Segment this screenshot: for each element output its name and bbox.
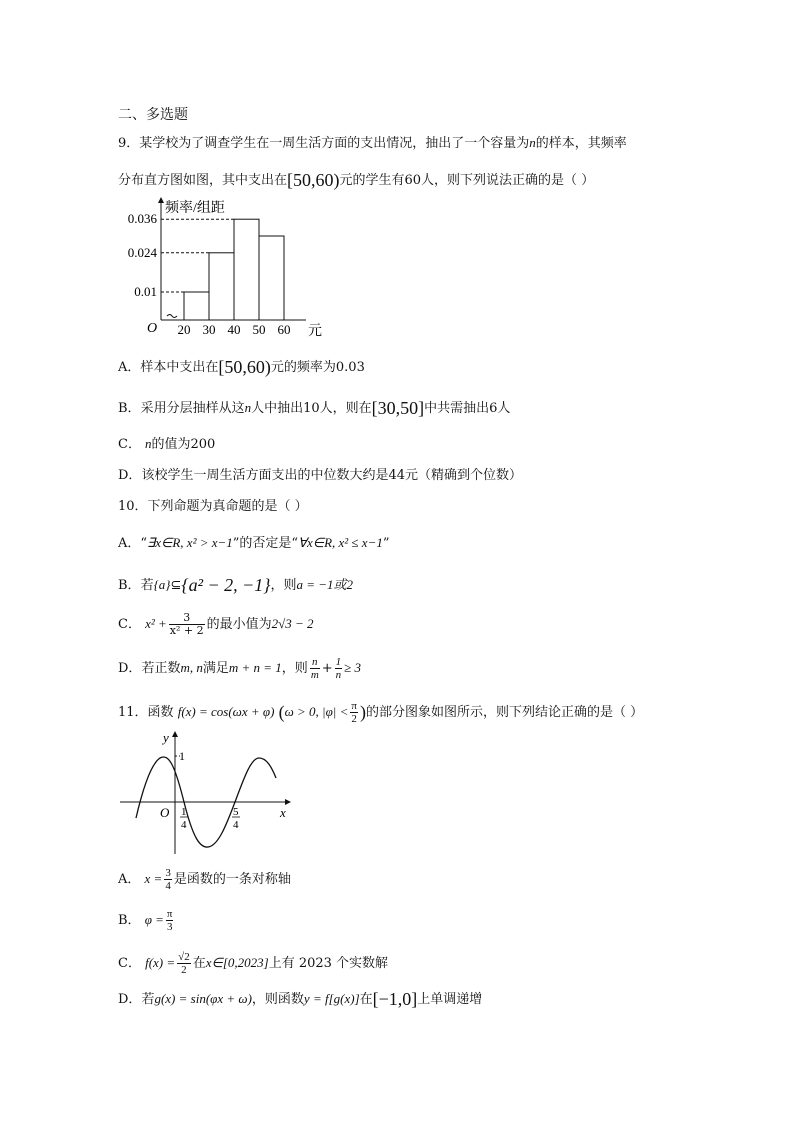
q10-option-c[interactable]: C． x² + $\frac{3}{\text{x² + 2}}$ 的最小值为2√3 − 2 (118, 611, 314, 637)
fraction: $\frac{√2}{2}$ (178, 951, 190, 976)
q11-stem: 11．函数 f(x) = cos(ωx + φ) (ω > 0, |φ| < $\frac{\pi}{2}$ )的部分图象如图所示，则下列结论正确的是（ ） (118, 700, 644, 725)
y-axis-label: 频率/组距 (165, 201, 225, 216)
x-axis-label: 元 (308, 324, 322, 339)
y-tick-label: 0.024 (127, 244, 157, 260)
histogram-bar (184, 292, 209, 320)
q10-number: 10． (118, 499, 148, 514)
q11-option-a[interactable]: A． x = $\frac{3}{4}$ 是函数的一条对称轴 (118, 867, 291, 892)
q11-option-c[interactable]: C． f(x) = $\frac{√2}{2}$ 在x∈[0,2023]上有 2023 个实数解 (118, 951, 389, 976)
zero1-den: 4 (181, 819, 187, 831)
fraction: $\frac{\pi}{2}$ (351, 700, 357, 725)
q10-option-a[interactable]: A．“∃x∈R, x² > x−1”的否定是“∀x∈R, x² ≤ x−1” (118, 535, 390, 551)
q11-number: 11． (118, 705, 148, 720)
q11-option-b[interactable]: B． φ = $\frac{\pi}{3}$ (118, 908, 173, 933)
histogram-bar (259, 236, 284, 320)
fraction: $\frac{\pi}{3}$ (166, 908, 173, 933)
q9-option-a[interactable]: A．样本中支出在[50,60)元的频率为0.03 (118, 357, 365, 377)
q9-option-c[interactable]: C． n的值为200 (118, 436, 216, 452)
x-tick-label: 30 (202, 322, 216, 337)
q9-stem-line1: 9．某学校为了调查学生在一周生活方面的支出情况，抽出了一个容量为n的样本，其频率 (118, 135, 627, 151)
section-title: 二、多选题 (118, 107, 188, 123)
max-label: 1 (179, 749, 185, 763)
x-tick-label: 50 (252, 322, 266, 337)
fraction: $\frac{n}{m}$ (310, 656, 319, 681)
zero2-num: 5 (233, 806, 239, 818)
frequency-histogram (118, 192, 328, 342)
x-axis-label: x (280, 805, 286, 820)
x-tick-label: 20 (177, 322, 191, 337)
q10-option-b[interactable]: B．若{a}⊆{a² − 2, −1}，则a = −1或2 (118, 575, 354, 595)
q10-option-d[interactable]: D．若正数m, n满足m + n = 1，则 $\frac{n}{m}$ + $\frac{1}{n}$ ≥ 3 (118, 656, 362, 681)
histogram-bar (209, 253, 234, 320)
y-tick-label: 0.01 (134, 284, 157, 299)
q10-stem: 10．下列命题为真命题的是（ ） (118, 499, 308, 514)
cosine-graph (118, 726, 298, 858)
x-tick-label: 40 (227, 322, 241, 337)
q9-option-b[interactable]: B．采用分层抽样从这n人中抽出10人，则在[30,50]中共需抽出6人 (118, 398, 511, 418)
q9-number: 9． (118, 136, 140, 151)
y-axis-label: y (163, 730, 169, 745)
zero1-num: 1 (181, 806, 187, 818)
q9-option-d[interactable]: D．该校学生一周生活方面支出的中位数大约是44元（精确到个位数） (118, 468, 522, 483)
y-tick-label: 0.036 (127, 211, 157, 227)
origin-label: O (160, 805, 170, 820)
fraction: $\frac{3}{4}$ (165, 867, 171, 892)
axis-break-mark (167, 315, 177, 318)
x-tick-label: 60 (277, 322, 291, 337)
q9-stem-line2: 分布直方图如图，其中支出在[50,60)元的学生有60人，则下列说法正确的是（ ） (118, 170, 595, 190)
fraction: $\frac{3}{\text{x² + 2}}$ (169, 611, 204, 637)
origin-label: O (147, 321, 158, 336)
zero2-den: 4 (233, 819, 239, 831)
q11-option-d[interactable]: D．若g(x) = sin(φx + ω)，则函数y = f[g(x)]在[−1,0]上单调递增 (118, 989, 483, 1009)
histogram-bar (234, 219, 259, 320)
fraction: $\frac{1}{n}$ (335, 656, 342, 681)
